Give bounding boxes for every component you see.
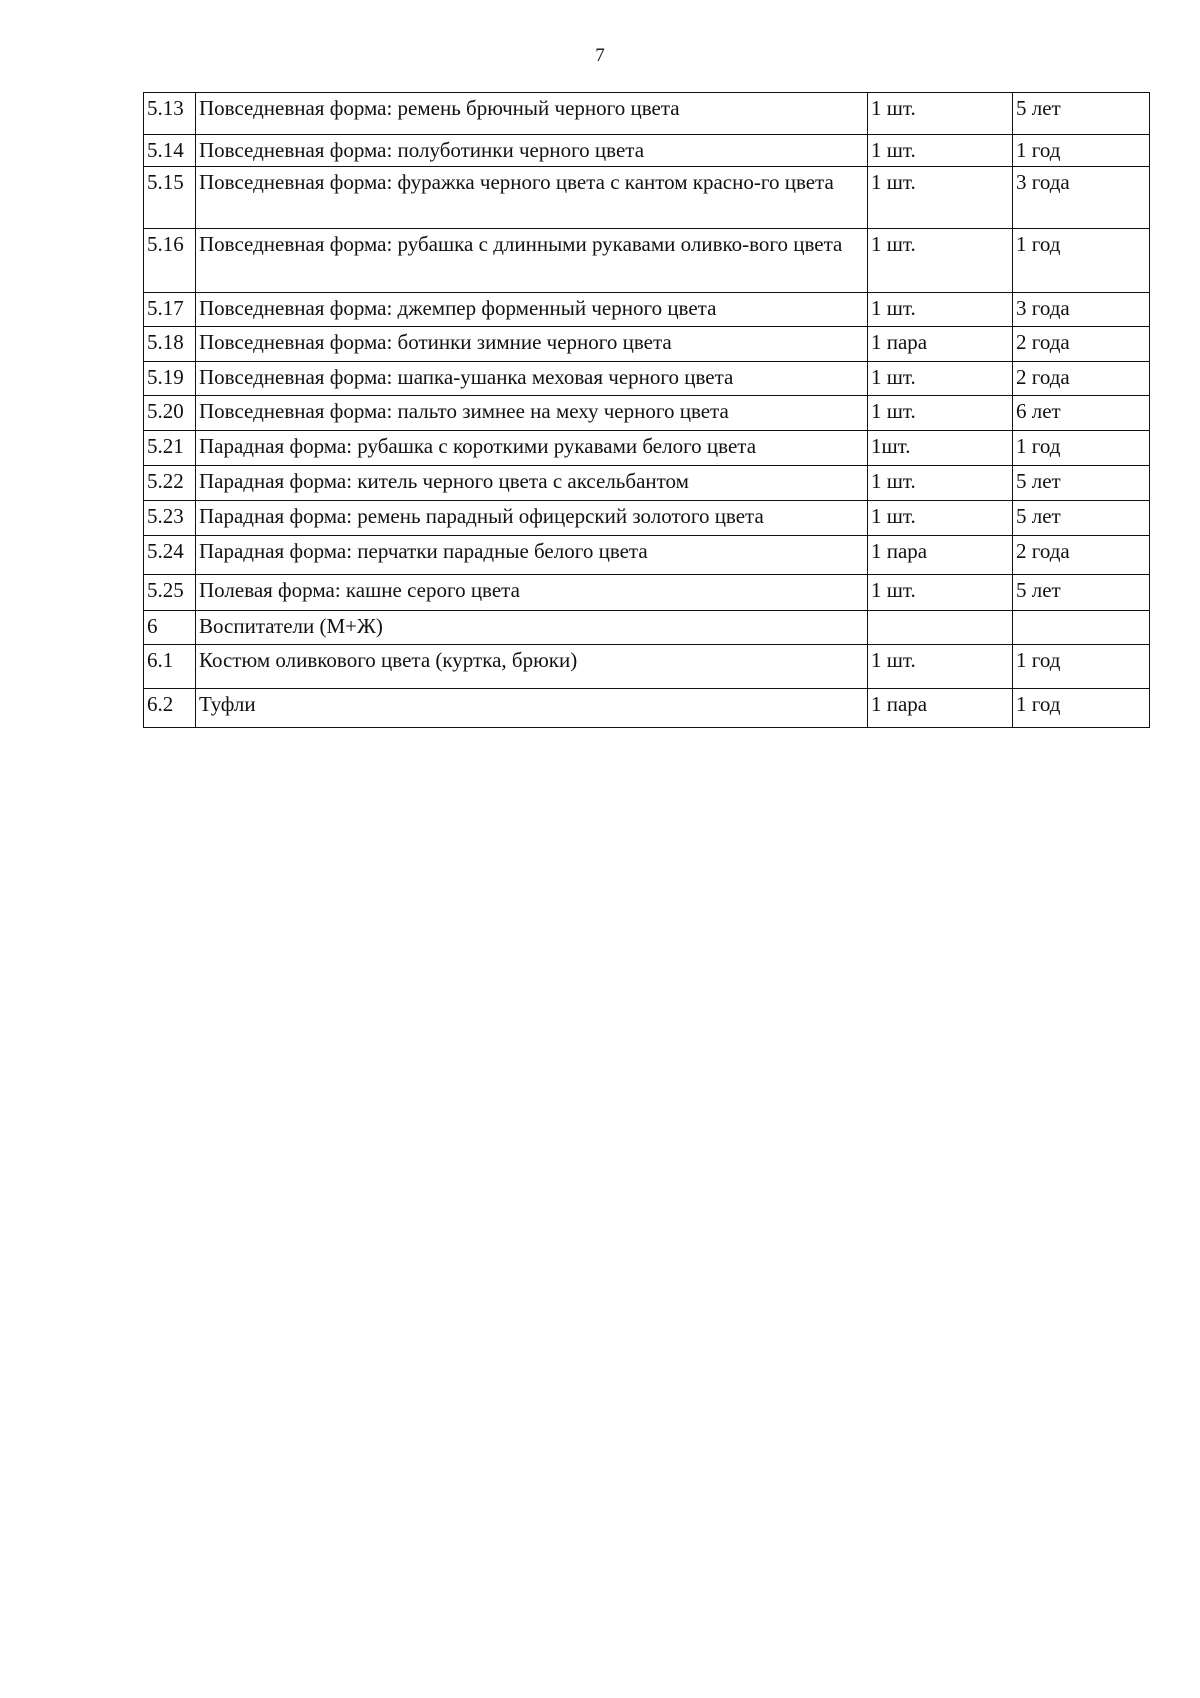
item-name: Парадная форма: перчатки парадные белого цвета	[196, 536, 868, 575]
item-number: 5.16	[144, 229, 196, 293]
item-term: 3 года	[1013, 167, 1150, 229]
item-term: 1 год	[1013, 431, 1150, 466]
item-quantity: 1 шт.	[868, 229, 1013, 293]
item-term: 2 года	[1013, 536, 1150, 575]
item-term: 5 лет	[1013, 501, 1150, 536]
item-quantity: 1 шт.	[868, 293, 1013, 327]
table-row	[144, 575, 1150, 611]
item-name: Парадная форма: китель черного цвета с аксельбантом	[196, 466, 868, 501]
item-number: 5.23	[144, 501, 196, 536]
item-number: 6	[144, 611, 196, 645]
table-row	[144, 501, 1150, 536]
item-number: 5.24	[144, 536, 196, 575]
item-number: 5.14	[144, 135, 196, 167]
item-number: 5.19	[144, 362, 196, 396]
item-number: 6.2	[144, 689, 196, 728]
table-row	[144, 362, 1150, 396]
item-name: Повседневная форма: пальто зимнее на меху черного цвета	[196, 396, 868, 431]
table-row	[144, 293, 1150, 327]
item-quantity: 1 шт.	[868, 362, 1013, 396]
item-number: 5.21	[144, 431, 196, 466]
table-row	[144, 396, 1150, 431]
items-table	[143, 92, 1150, 728]
item-name: Повседневная форма: фуражка черного цвета с кантом красно-го цвета	[196, 167, 868, 229]
table-row	[144, 611, 1150, 645]
item-quantity: 1 шт.	[868, 501, 1013, 536]
item-quantity: 1 пара	[868, 689, 1013, 728]
item-name: Повседневная форма: ботинки зимние черного цвета	[196, 327, 868, 362]
item-number: 5.18	[144, 327, 196, 362]
item-quantity: 1 шт.	[868, 167, 1013, 229]
item-quantity: 1 шт.	[868, 396, 1013, 431]
table-row	[144, 466, 1150, 501]
item-name: Повседневная форма: рубашка с длинными рукавами оливко-вого цвета	[196, 229, 868, 293]
item-quantity: 1 шт.	[868, 466, 1013, 501]
item-term: 3 года	[1013, 293, 1150, 327]
item-name: Костюм оливкового цвета (куртка, брюки)	[196, 645, 868, 689]
item-name: Повседневная форма: ремень брючный черного цвета	[196, 93, 868, 135]
table-row	[144, 431, 1150, 466]
item-name: Повседневная форма: шапка-ушанка меховая черного цвета	[196, 362, 868, 396]
item-number: 5.25	[144, 575, 196, 611]
item-name: Повседневная форма: джемпер форменный черного цвета	[196, 293, 868, 327]
item-term: 1 год	[1013, 229, 1150, 293]
item-quantity: 1 шт.	[868, 135, 1013, 167]
item-term: 1 год	[1013, 689, 1150, 728]
table-row	[144, 167, 1150, 229]
item-name: Повседневная форма: полуботинки черного цвета	[196, 135, 868, 167]
item-number: 5.22	[144, 466, 196, 501]
item-term: 2 года	[1013, 362, 1150, 396]
item-name: Полевая форма: кашне серого цвета	[196, 575, 868, 611]
item-quantity: 1 пара	[868, 327, 1013, 362]
item-quantity: 1шт.	[868, 431, 1013, 466]
item-number: 5.20	[144, 396, 196, 431]
item-number: 5.13	[144, 93, 196, 135]
item-name: Воспитатели (М+Ж)	[196, 611, 868, 645]
item-term: 1 год	[1013, 645, 1150, 689]
item-term: 5 лет	[1013, 575, 1150, 611]
item-name: Парадная форма: рубашка с короткими рукавами белого цвета	[196, 431, 868, 466]
item-term: 2 года	[1013, 327, 1150, 362]
table-row	[144, 689, 1150, 728]
item-term: 6 лет	[1013, 396, 1150, 431]
item-name: Парадная форма: ремень парадный офицерский золотого цвета	[196, 501, 868, 536]
item-term: 1 год	[1013, 135, 1150, 167]
item-number: 5.15	[144, 167, 196, 229]
table-row	[144, 229, 1150, 293]
item-quantity: 1 шт.	[868, 575, 1013, 611]
table-row	[144, 135, 1150, 167]
item-quantity: 1 шт.	[868, 93, 1013, 135]
item-quantity: 1 шт.	[868, 645, 1013, 689]
item-term	[1013, 611, 1150, 645]
table-row	[144, 327, 1150, 362]
item-name: Туфли	[196, 689, 868, 728]
item-number: 5.17	[144, 293, 196, 327]
item-term: 5 лет	[1013, 93, 1150, 135]
item-quantity: 1 пара	[868, 536, 1013, 575]
page-number: 7	[595, 45, 605, 66]
table-row	[144, 93, 1150, 135]
table-row	[144, 645, 1150, 689]
item-quantity	[868, 611, 1013, 645]
item-term: 5 лет	[1013, 466, 1150, 501]
table-row	[144, 536, 1150, 575]
item-number: 6.1	[144, 645, 196, 689]
